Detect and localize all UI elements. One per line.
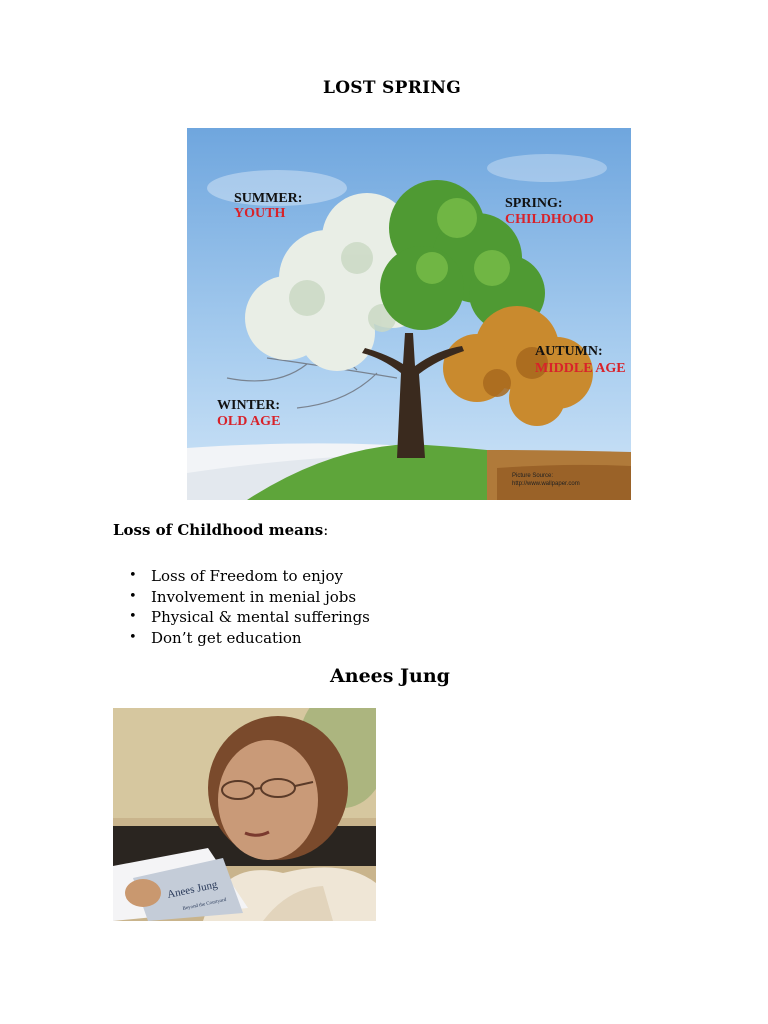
label-youth: YOUTH — [234, 206, 286, 221]
label-middle-age: MIDDLE AGE — [535, 361, 626, 376]
subheading — [113, 521, 328, 539]
subheading-text: Loss of Childhood means — [113, 521, 324, 539]
label-autumn: AUTUMN: — [535, 344, 603, 359]
label-spring: SPRING: — [505, 196, 563, 211]
list-item: • Don’t get education — [113, 628, 370, 649]
image-credit-line2: http://www.wallpaper.com — [512, 481, 580, 487]
label-summer: SUMMER: — [234, 191, 303, 206]
book-subtitle: Beyond the Courtyard — [182, 897, 227, 912]
author-photo — [113, 708, 376, 921]
list-item: • Physical & mental sufferings — [113, 607, 370, 628]
label-old-age: OLD AGE — [217, 414, 281, 429]
author-heading: Anees Jung — [330, 665, 450, 687]
list-item: • Loss of Freedom to enjoy — [113, 566, 370, 587]
subheading-colon: : — [323, 521, 329, 539]
book-title: Anees Jung — [166, 878, 219, 901]
seasons-tree-image — [187, 128, 631, 500]
bullet-list — [113, 566, 370, 648]
list-item: • Involvement in menial jobs — [113, 587, 370, 608]
page-title: LOST SPRING — [322, 78, 462, 98]
label-winter: WINTER: — [217, 398, 281, 413]
image-credit-line1: Picture Source: — [512, 473, 554, 479]
label-childhood: CHILDHOOD — [505, 212, 594, 227]
